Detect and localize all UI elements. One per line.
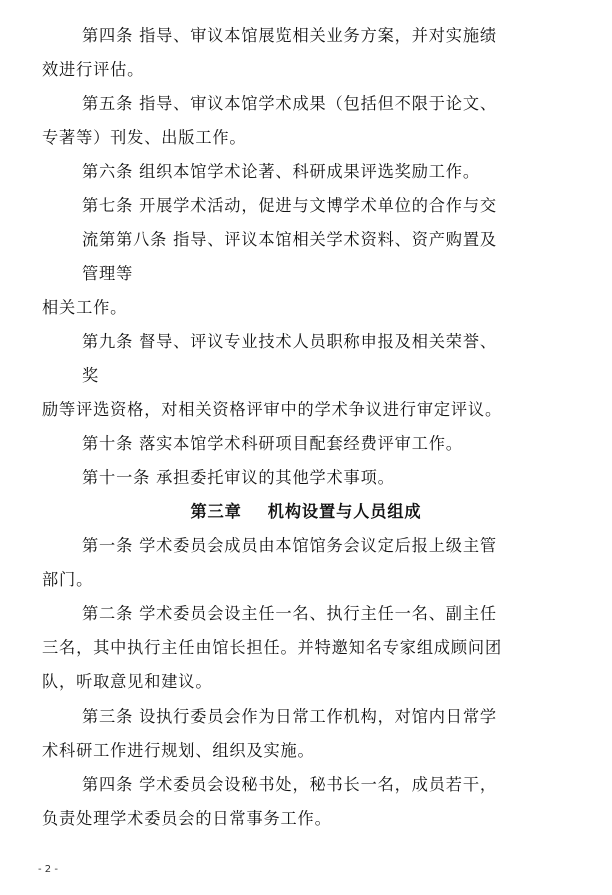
- paragraph-line: 效进行评估。: [42, 60, 145, 79]
- page-number: - 2 -: [38, 864, 58, 875]
- paragraph-line: 部门。: [42, 570, 94, 589]
- paragraph-line: 第五条 指导、审议本馆学术成果（包括但不限于论文、: [82, 94, 497, 113]
- paragraph-line: 励等评选资格，对相关资格评审中的学术争议进行审定评议。: [42, 400, 503, 419]
- paragraph-line: 第一条 学术委员会成员由本馆馆务会议定后报上级主管: [82, 536, 497, 555]
- chapter-number: 第三章: [190, 502, 242, 521]
- paragraph-line: 术科研工作进行规划、组织及实施。: [42, 741, 315, 760]
- paragraph-line: 专著等）刊发、出版工作。: [42, 128, 247, 147]
- paragraph-line: 三名，其中执行主任由馆长担任。并特邀知名专家组成顾问团: [42, 638, 503, 657]
- paragraph-line: 第四条 指导、审议本馆展览相关业务方案，并对实施绩: [82, 26, 497, 45]
- paragraph-line: 管理等: [82, 264, 134, 283]
- paragraph-line: 相关工作。: [42, 298, 128, 317]
- paragraph-line: 奖: [82, 366, 100, 385]
- paragraph-line: 第六条 组织本馆学术论著、科研成果评选奖励工作。: [82, 162, 480, 181]
- paragraph-line: 第二条 学术委员会设主任一名、执行主任一名、副主任: [82, 604, 497, 623]
- paragraph-line: 第十条 落实本馆学术科研项目配套经费评审工作。: [82, 434, 463, 453]
- paragraph-line: 流第第八条 指导、评议本馆相关学术资料、资产购置及: [82, 230, 497, 249]
- paragraph-line: 第七条 开展学术活动，促进与文博学术单位的合作与交: [82, 196, 497, 215]
- paragraph-line: 第九条 督导、评议专业技术人员职称申报及相关荣誉、: [82, 332, 497, 351]
- paragraph-line: 队，听取意见和建议。: [42, 672, 213, 691]
- paragraph-line: 负责处理学术委员会的日常事务工作。: [42, 809, 332, 828]
- chapter-title: 机构设置与人员组成: [267, 502, 422, 521]
- paragraph-line: 第十一条 承担委托审议的其他学术事项。: [82, 468, 395, 487]
- paragraph-line: 第三条 设执行委员会作为日常工作机构，对馆内日常学: [82, 707, 497, 726]
- paragraph-line: 第四条 学术委员会设秘书处，秘书长一名，成员若干，: [82, 775, 497, 794]
- chapter-heading: [0, 500, 612, 524]
